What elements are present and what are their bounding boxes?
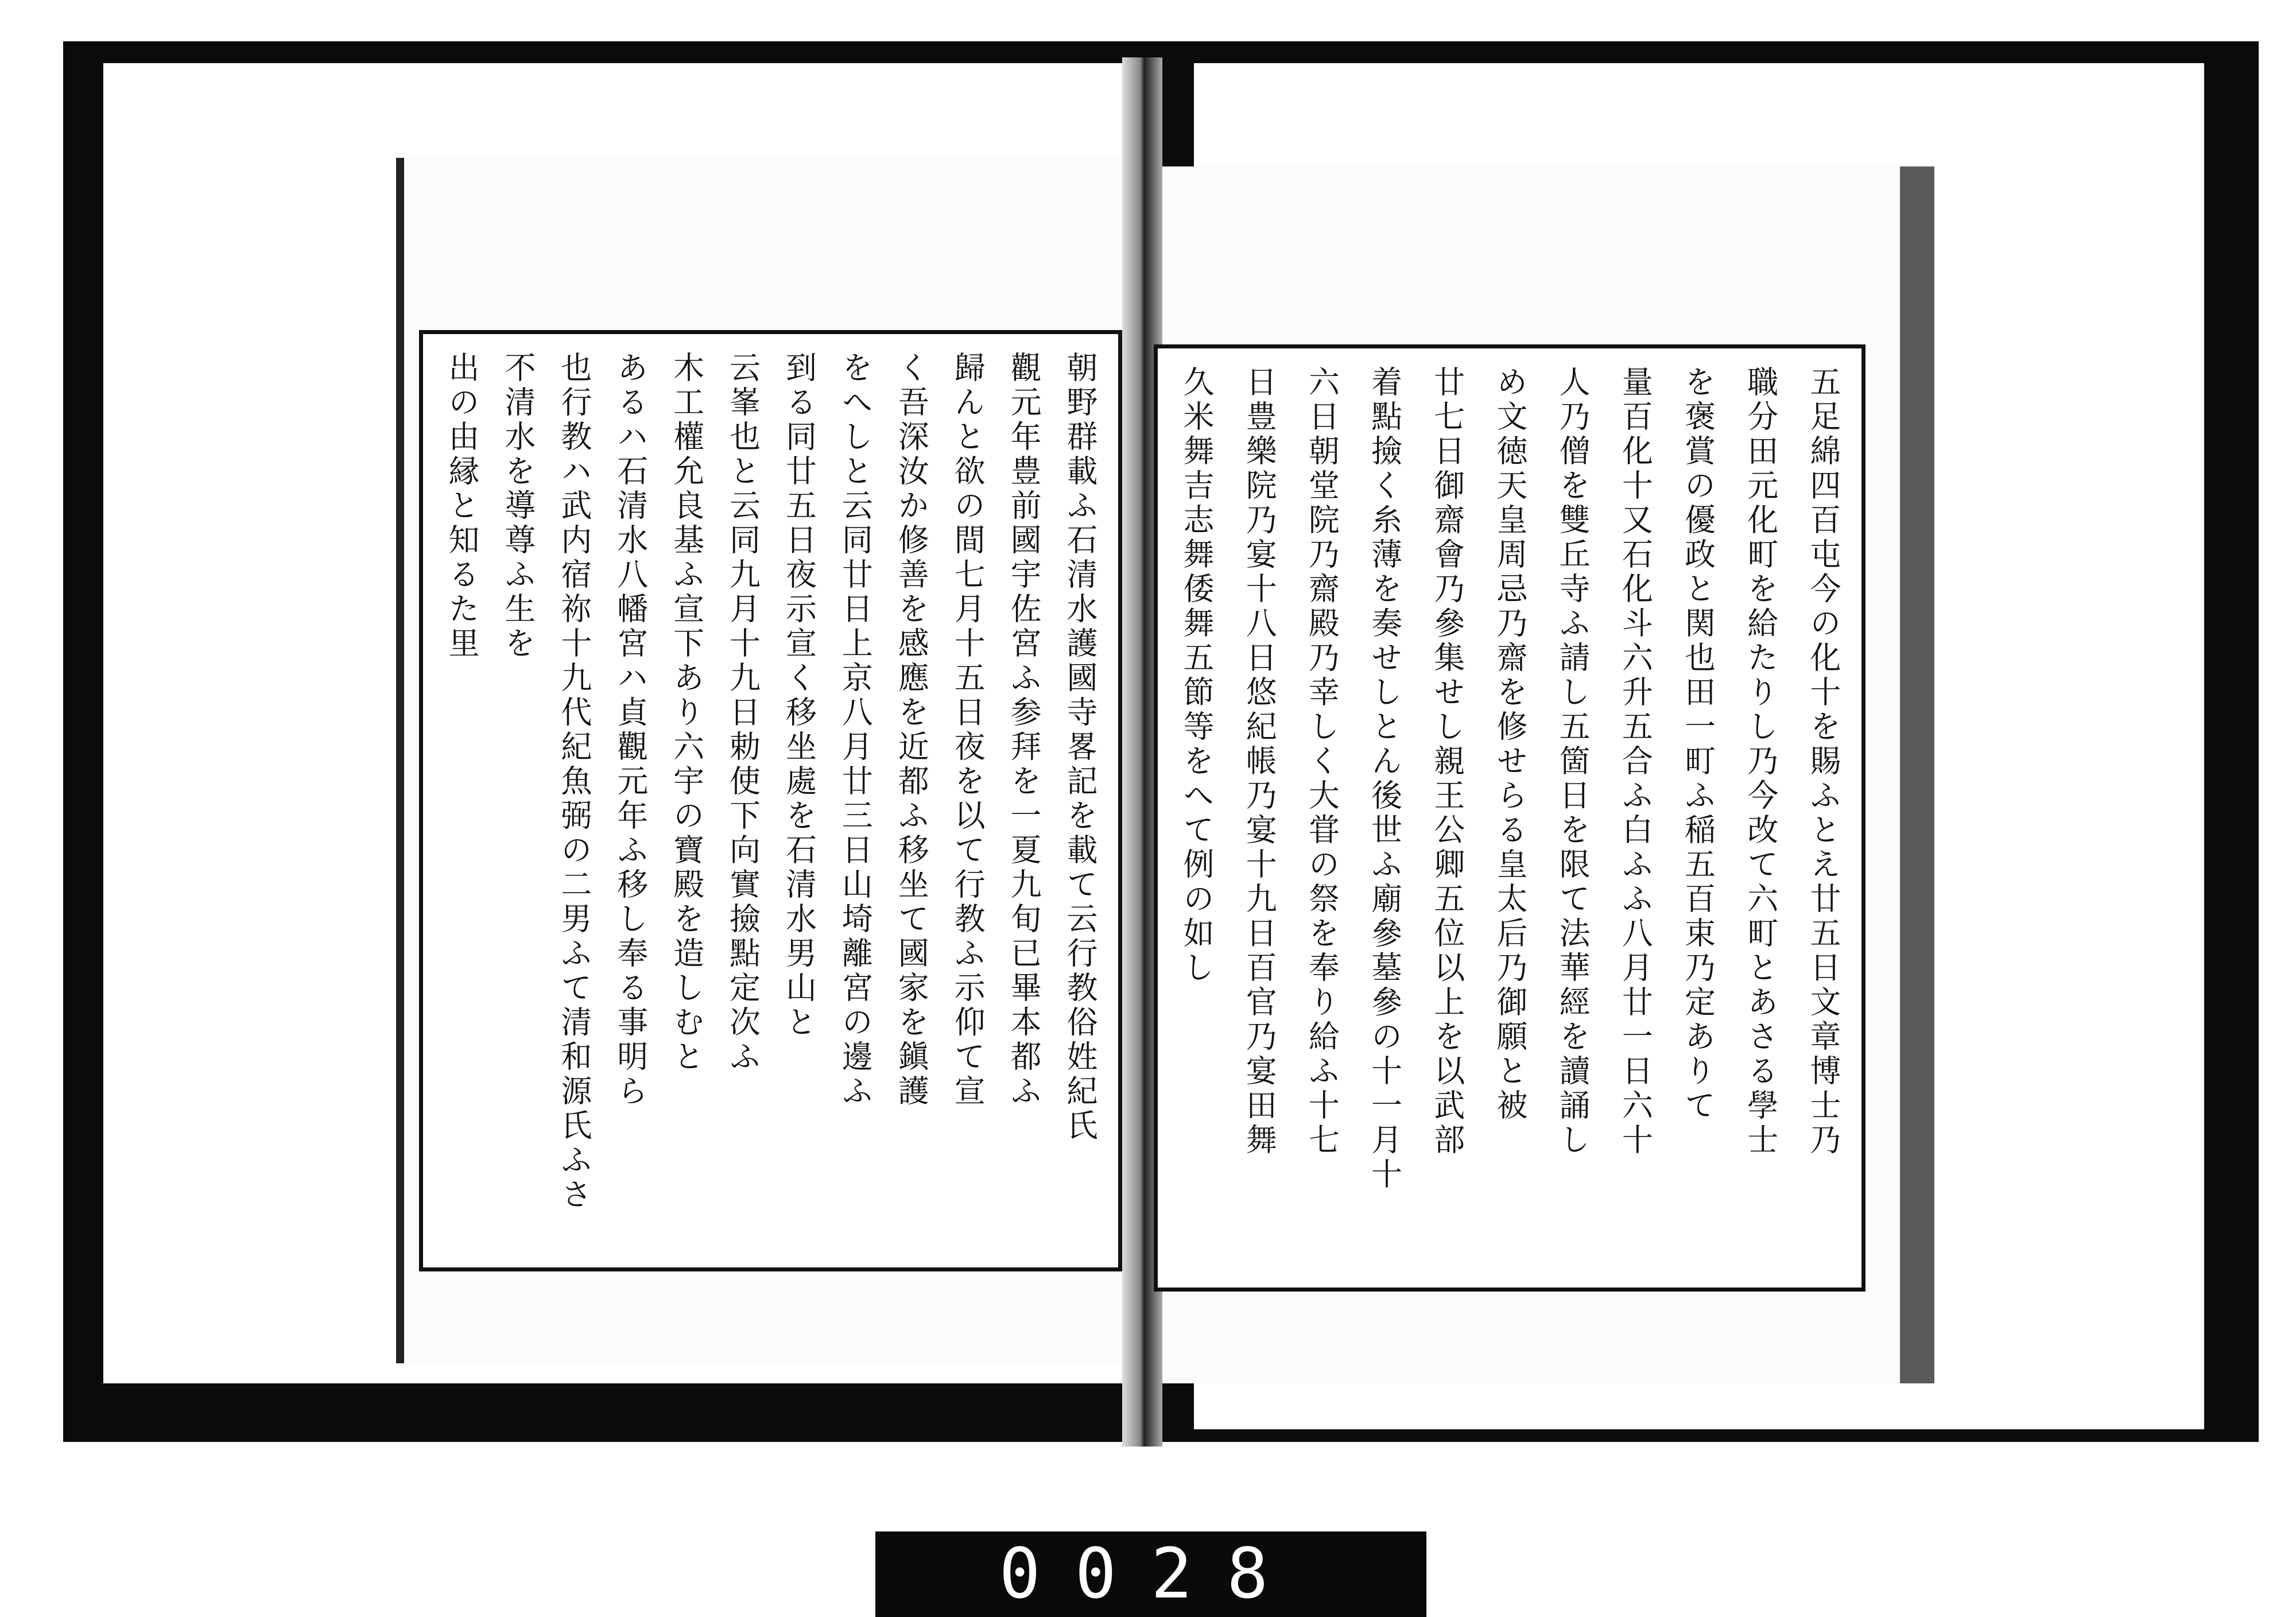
text-column: 五足綿四百屯今の化十を賜ふとえ廿五日文章博士乃 [1805,366,1841,1158]
text-column: 朝野群載ふ石清水護國寺畧記を載て云行教俗姓紀氏 [1061,351,1098,1143]
text-column: 木工權允良基ふ宣下あり六宇の寶殿を造しむと [668,351,705,1075]
text-column: 也行教ハ武内宿祢十九代紀魚弼の二男ふて清和源氏ふさ [556,351,592,1212]
text-column: 量百化十又石化斗六升五合ふ白ふふ八月廿一日六十 [1617,366,1654,1158]
text-column: 云峯也と云同九月十九日勅使下向實撿點定次ふ [724,351,761,1075]
text-column: 久米舞吉志舞倭舞五節等をへて例の如し [1178,366,1215,986]
text-column: 日豊樂院乃宴十八日悠紀帳乃宴十九日百官乃宴田舞 [1241,366,1278,1158]
text-column: 不清水を導尊ふ生を [499,351,536,661]
text-column: 觀元年豊前國宇佐宮ふ参拜を一夏九旬已畢本都ふ [1006,351,1042,1109]
text-column: 職分田元化町を給たりし乃今改て六町とあさる學士 [1742,366,1779,1158]
text-column: 到る同廿五日夜示宣く移坐處を石清水男山と [781,351,817,1040]
text-column: 出の由縁と知るた里 [444,351,480,661]
text-column: 廿七日御齋會乃參集せし親王公卿五位以上を以武部 [1429,366,1465,1158]
text-column: く吾深汝か修善を感應を近都ふ移坐て國家を鎭護 [893,351,930,1109]
text-column: を褒賞の優政と関也田一町ふ稲五百束乃定ありて [1680,366,1716,1123]
text-column: 着點撿く糸薄を奏せしとん後世ふ廟參墓參の十一月十 [1366,366,1403,1192]
right-text-block [1154,344,1865,1292]
text-column: をへしと云同廿日上京八月廿三日山埼離宮の邊ふ [837,351,874,1109]
text-column: あるハ石清水八幡宮ハ貞觀元年ふ移し奉る事明ら [612,351,649,1109]
text-column: 人乃僧を雙丘寺ふ請し五箇日を限て法華經を讀誦し [1554,366,1591,1158]
text-column: 歸んと欲の間七月十五日夜を以て行教ふ示仰て宣 [949,351,986,1109]
left-text-block [419,330,1122,1271]
text-column: め文徳天皇周忌乃齋を修せらる皇太后乃御願と被 [1491,366,1528,1123]
frame-counter: 0028 [875,1531,1426,1617]
text-column: 六日朝堂院乃齋殿乃幸しく大甞の祭を奉り給ふ十七 [1304,366,1340,1158]
